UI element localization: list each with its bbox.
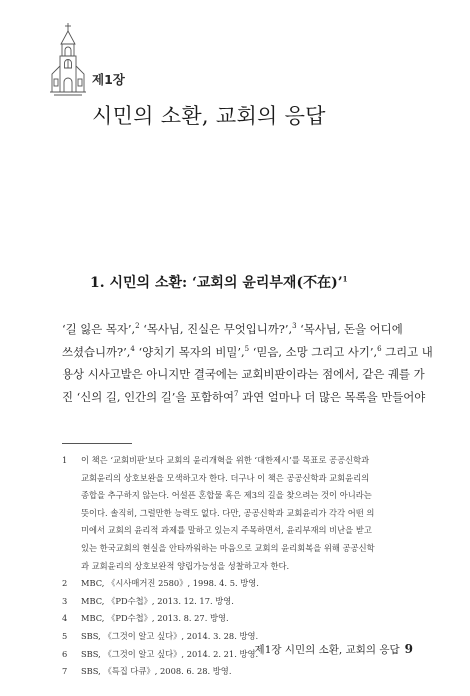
body-text-segment: 쓰셨습니까?’, xyxy=(62,344,131,359)
church-icon xyxy=(50,22,86,98)
footnote-line: SBS, 《그것이 알고 싶다》, 2014. 3. 28. 방영. xyxy=(81,630,259,641)
footnote-line: 뜻이다. 솔직히, 그럴만한 능력도 없다. 다만, 공공신학과 교회윤리가 각각 어떤 의 xyxy=(81,507,375,518)
footnote-number: 6 xyxy=(62,648,68,659)
footnote-item xyxy=(62,663,414,681)
footnote-ref: 6 xyxy=(377,344,382,353)
footnote-ref: 2 xyxy=(135,322,140,331)
footnote-line: 과 교회윤리의 상호보완적 양립가능성을 성찰하고자 한다. xyxy=(81,560,290,571)
footnote-number: 1 xyxy=(62,455,68,465)
footnote-line: MBC, 《PD수첩》, 2013. 12. 17. 방영. xyxy=(81,595,234,606)
section-footnote-ref: 1 xyxy=(342,274,348,284)
body-text-segment: 그리고 내 xyxy=(381,344,433,359)
body-paragraph xyxy=(62,318,433,408)
footnote-divider xyxy=(62,443,132,444)
footnote-item xyxy=(62,452,414,575)
footnote-number: 4 xyxy=(62,613,68,624)
chapter-label: 제1장 xyxy=(92,72,125,87)
footnote-line: SBS, 《특집 다큐》, 2008. 6. 28. 방영. xyxy=(81,666,232,677)
page-number: 9 xyxy=(404,642,413,656)
body-line xyxy=(62,341,433,364)
footnote-item xyxy=(62,593,414,611)
section-title: 시민의 소환: ‘교회의 윤리부재(不在)’ xyxy=(109,275,343,291)
body-line xyxy=(62,363,425,386)
footnote-number: 7 xyxy=(62,666,68,677)
footnote-item xyxy=(62,575,414,593)
footnote-line: MBC, 《PD수첩》, 2013. 8. 27. 방영. xyxy=(81,613,229,624)
section-heading xyxy=(90,272,347,292)
body-text-segment: ‘양치기 목자의 비밀’, xyxy=(134,344,245,359)
running-footer xyxy=(255,642,413,657)
body-line xyxy=(62,386,426,409)
footnote-item xyxy=(62,610,414,628)
chapter-title: 시민의 소환, 교회의 응답 xyxy=(92,104,326,128)
running-title: 제1장 시민의 소환, 교회의 응답 xyxy=(254,644,400,656)
body-text-segment: 용상 시사고발은 아니지만 결국에는 교회비판이라는 점에서, 같은 궤를 가 xyxy=(62,367,425,381)
body-line xyxy=(62,318,414,341)
body-text-segment: 과연 얼마나 더 많은 목록을 만들어야 xyxy=(238,389,426,404)
footnote-line: SBS, 《그것이 알고 싶다》, 2014. 2. 21. 방영. xyxy=(81,648,259,659)
body-text-segment: ‘길 잃은 목자’, xyxy=(62,322,136,336)
body-text-segment: 진 ‘신의 길, 인간의 길’을 포함하여 xyxy=(62,389,235,404)
body-text-segment: ‘목사님, 진실은 무엇입니까?’, xyxy=(139,322,293,336)
footnote-line: 미에서 교회의 윤리적 과제를 말하고 있는지 주목하면서, 윤리부재의 비난을 받고 xyxy=(81,525,372,536)
body-text-segment: ‘목사님, 돈을 어디에 xyxy=(296,322,403,336)
footnote-line: MBC, 《시사매거진 2580》, 1998. 4. 5. 방영. xyxy=(81,578,259,589)
footnote-number: 2 xyxy=(62,578,68,589)
footnote-number: 3 xyxy=(62,595,68,606)
section-number: 1. xyxy=(90,275,105,291)
footnote-number: 5 xyxy=(62,630,68,641)
footnote-ref: 3 xyxy=(292,322,297,331)
footnote-ref: 4 xyxy=(130,344,135,353)
footnote-line: 종합을 추구하지 않는다. 어설픈 혼합물 혹은 제3의 길을 찾으려는 것이 아니라는 xyxy=(81,490,372,501)
footnote-line: 있는 한국교회의 현실을 안타까워하는 마음으로 교회의 윤리회복을 위해 공공신학 xyxy=(81,542,375,553)
footnote-line: 이 책은 ‘교회비판’보다 교회의 윤리개혁을 위한 ‘대한제시’를 목표로 공공신학과 xyxy=(81,455,370,465)
footnote-line: 교회윤리의 상호보완을 모색하고자 한다. 더구나 이 책은 공공신학과 교회윤리의 xyxy=(81,472,370,483)
body-text-segment: ‘믿음, 소망 그리고 사기’, xyxy=(249,344,378,359)
footnote-ref: 5 xyxy=(244,344,250,353)
footnote-ref: 7 xyxy=(234,389,239,398)
